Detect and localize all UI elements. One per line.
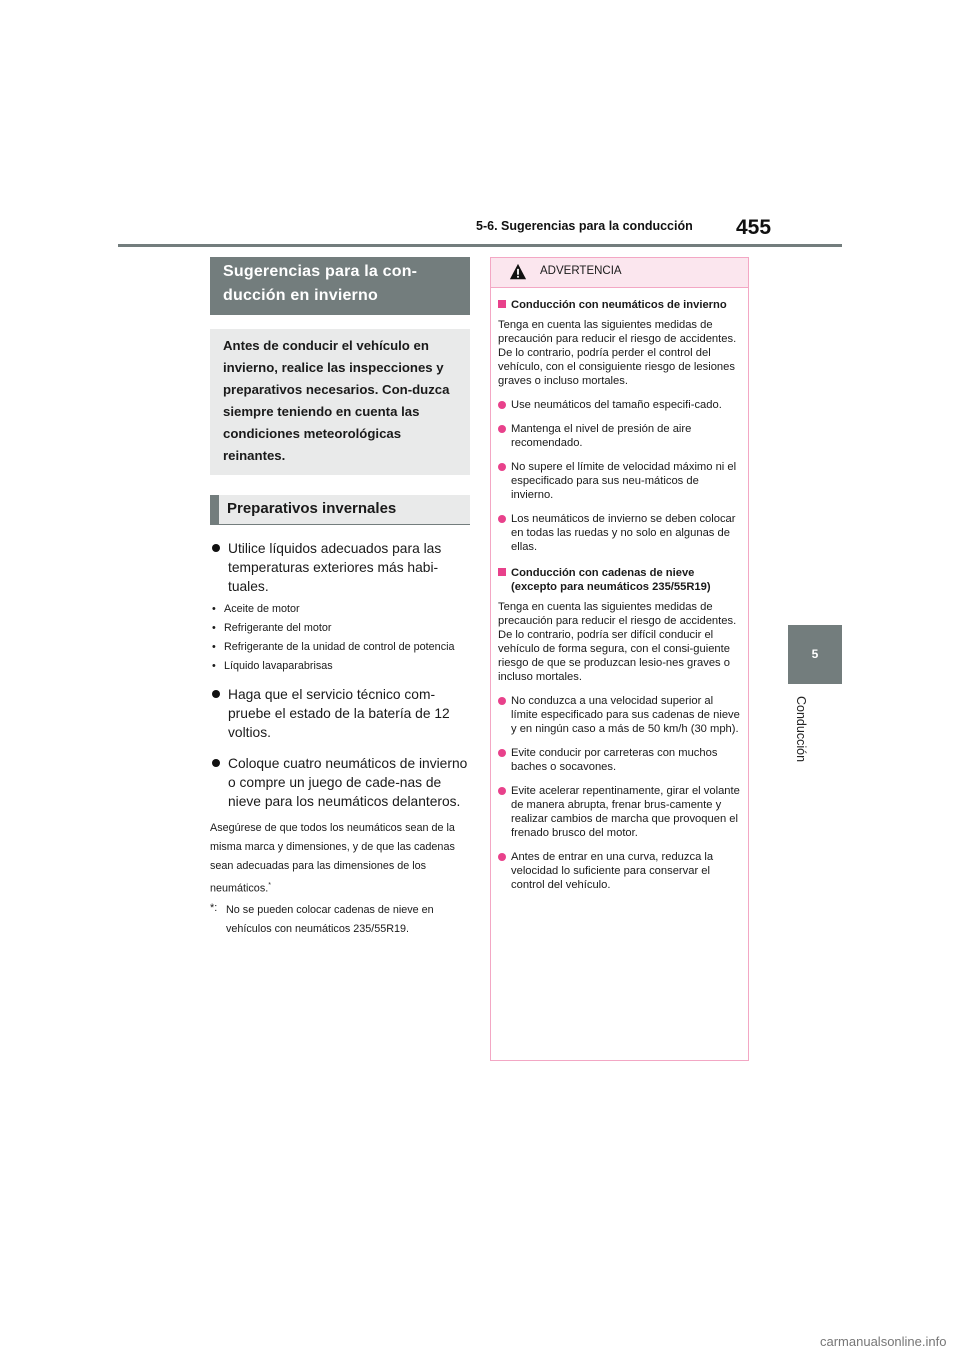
header-divider — [118, 244, 842, 247]
warning-item: No conduzca a una velocidad superior al límite especificado para sus cadenas de nieve y en ningún caso a más de 50 km/h (30 mph). — [498, 694, 740, 736]
list-item: • Aceite de motor — [210, 603, 470, 616]
warning-item: Antes de entrar en una curva, reduzca la velocidad lo suficiente para conservar el control del vehículo. — [498, 850, 740, 892]
warning-item: Mantenga el nivel de presión de aire recomendado. — [498, 422, 740, 450]
footnote-ref: * — [268, 882, 271, 889]
warning-title: ADVERTENCIA — [540, 265, 622, 277]
sub-heading-rule — [210, 524, 470, 525]
page-number: 455 — [736, 216, 772, 239]
warning-header — [491, 258, 748, 288]
warning-item: Evite conducir por carreteras con muchos baches o socavones. — [498, 746, 740, 774]
fluid-list — [210, 603, 470, 673]
left-column — [210, 257, 470, 939]
warning-item: No supere el límite de velocidad máximo ni el especificado para sus neu-máticos de invierno. — [498, 460, 740, 502]
chapter-tab[interactable]: 5 — [788, 625, 842, 684]
intro-box: Antes de conducir el vehículo en invierno, realice las inspecciones y preparativos necesarios. Con-duzca siempre teniendo en cuenta las condiciones meteorológicas reinantes. — [210, 329, 470, 475]
bullet-fluids: Utilice líquidos adecuados para las temperaturas exteriores más habi-tuales. — [210, 539, 470, 596]
chapter-label: Conducción — [794, 696, 808, 763]
main-heading: Sugerencias para la con- ducción en invierno — [210, 257, 470, 315]
warning-body — [491, 288, 748, 892]
bullet-battery: Haga que el servicio técnico com-pruebe el estado de la batería de 12 voltios. — [210, 685, 470, 742]
list-item: • Refrigerante del motor — [210, 622, 470, 635]
warning-box — [490, 257, 749, 1061]
warning-item: Evite acelerar repentinamente, girar el volante de manera abrupta, frenar brus-camente y realizar cambios de marcha que provoquen el frenado brusco del motor. — [498, 784, 740, 840]
list-item: • Refrigerante de la unidad de control de potencia — [210, 641, 470, 654]
warning-paragraph: Tenga en cuenta las siguientes medidas de precaución para reducir el riesgo de accidentes. — [498, 601, 737, 627]
warning-section-heading: Conducción con cadenas de nieve (excepto para neumáticos 235/55R19) — [498, 566, 740, 594]
warning-paragraph: Tenga en cuenta las siguientes medidas de precaución para reducir el riesgo de accidentes. — [498, 319, 737, 345]
footnote — [210, 901, 470, 939]
warning-triangle-icon — [509, 263, 527, 281]
footnote-mark: *: — [210, 901, 218, 914]
footnote-text: No se pueden colocar cadenas de nieve en vehículos con neumáticos 235/55R19. — [226, 903, 434, 935]
bullet-tires: Coloque cuatro neumáticos de invierno o compre un juego de cade-nas de nieve para los neumáticos delanteros. — [210, 754, 470, 811]
section-title: 5-6. Sugerencias para la conducción — [476, 219, 693, 233]
warning-item: Use neumáticos del tamaño especifi-cado. — [498, 398, 740, 412]
list-item: • Líquido lavaparabrisas — [210, 660, 470, 673]
tire-note-text: Asegúrese de que todos los neumáticos sean de la misma marca y dimensiones, y de que las cadenas sean adecuadas para las dimensiones de los neumáticos. — [210, 822, 455, 895]
warning-paragraph: De lo contrario, podría perder el control del vehículo, con el consiguiente riesgo de lesiones graves o incluso mortales. — [498, 347, 735, 387]
warning-section-heading: Conducción con neumáticos de invierno — [498, 298, 740, 312]
tire-note — [210, 819, 470, 899]
warning-item: Los neumáticos de invierno se deben colocar en todas las ruedas y no solo en algunas de ellas. — [498, 512, 740, 554]
watermark: carmanualsonline.info — [820, 1334, 947, 1349]
warning-paragraph: De lo contrario, podría ser difícil conducir el vehículo de forma segura, con el consi-guiente riesgo de que se produzcan lesio-nes graves o incluso mortales. — [498, 629, 730, 683]
sub-heading: Preparativos invernales — [210, 495, 470, 524]
